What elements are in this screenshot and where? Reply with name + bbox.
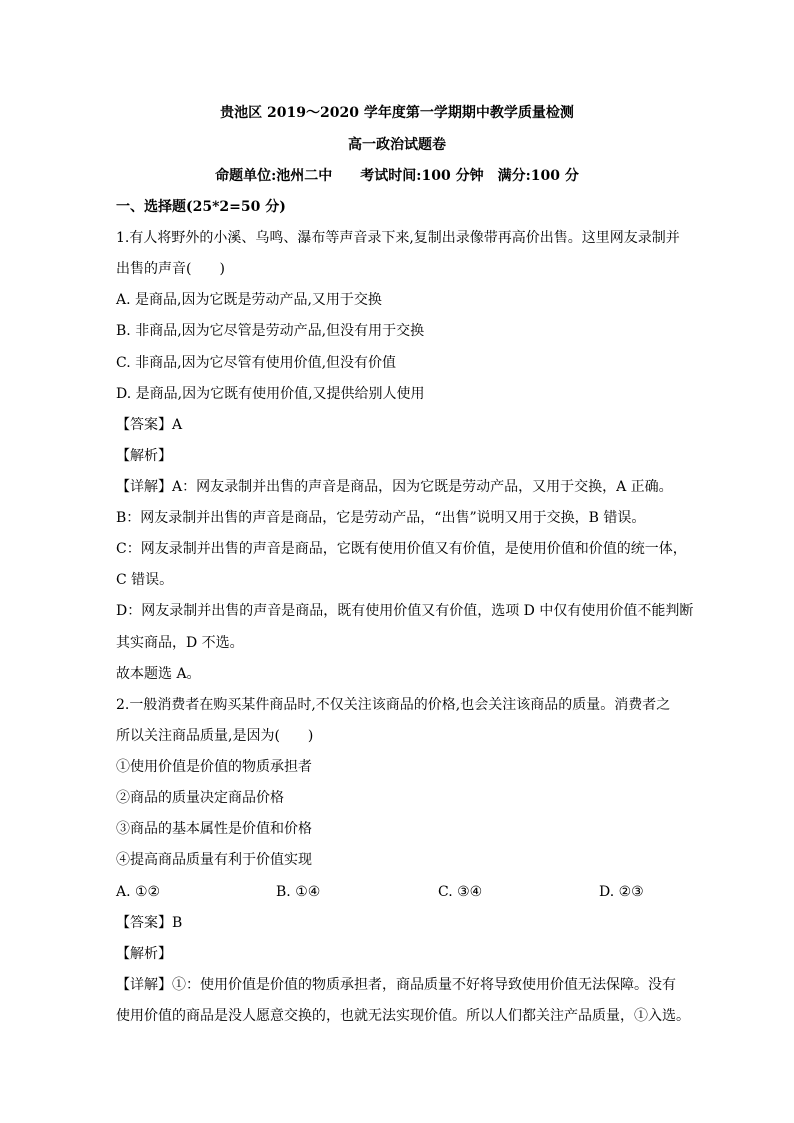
q2-stem-line1: 2.一般消费者在购买某件商品时,不仅关注该商品的价格,也会关注该商品的质量。消费者之: [116, 697, 671, 713]
q1-conclusion: 故本题选 A。: [116, 666, 201, 682]
q2-option-d: D. ②③: [599, 884, 644, 900]
q2-detail-line1: 【详解】①：使用价值是价值的物质承担者，商品质量不好将导致使用价值无法保障。没有: [116, 977, 676, 993]
q2-detail-line2: 使用价值的商品是没人愿意交换的，也就无法实现价值。所以人们都关注产品质量，①入选。: [116, 1008, 690, 1024]
q2-item-4: ④提高商品质量有利于价值实现: [116, 852, 312, 868]
q2-option-c: C. ③④: [438, 884, 483, 900]
q2-item-3: ③商品的基本属性是价值和价格: [116, 821, 312, 837]
q1-detail-d-line1: D：网友录制并出售的声音是商品，既有使用价值又有价值，选项 D 中仅有使用价值不能判断: [116, 603, 694, 619]
q2-option-b: B. ①④: [276, 884, 321, 900]
section-heading: 一、选择题(25*2=50 分): [116, 199, 286, 215]
q1-detail-d-line2: 其实商品，D 不选。: [116, 635, 244, 651]
q1-stem-line2: 出售的声音( ): [116, 261, 225, 277]
q1-stem-line1: 1.有人将野外的小溪、乌鸣、瀑布等声音录下来,复制出录像带再高价出售。这里网友录制并: [116, 230, 680, 246]
exam-info: 命题单位:池州二中 考试时间:100 分钟 满分:100 分: [215, 168, 579, 184]
q1-option-b: B. 非商品,因为它尽管是劳动产品,但没有用于交换: [116, 323, 425, 339]
q2-stem-line2: 所以关注商品质量,是因为( ): [116, 728, 314, 744]
q2-analysis-label: 【解析】: [116, 946, 172, 962]
exam-title: 贵池区 2019～2020 学年度第一学期期中教学质量检测: [220, 105, 574, 121]
q1-option-c: C. 非商品,因为它尽管有使用价值,但没有价值: [116, 355, 397, 371]
q1-detail-c-line2: C 错误。: [116, 572, 174, 588]
q1-detail-c-line1: C：网友录制并出售的声音是商品，它既有使用价值又有价值，是使用价值和价值的统一体，: [116, 541, 687, 557]
q2-item-1: ①使用价值是价值的物质承担者: [116, 759, 312, 775]
q1-option-a: A. 是商品,因为它既是劳动产品,又用于交换: [116, 292, 382, 308]
q1-detail-b: B：网友录制并出售的声音是商品，它是劳动产品，“出售”说明又用于交换，B 错误。: [116, 510, 646, 526]
q1-detail-a: 【详解】A：网友录制并出售的声音是商品，因为它既是劳动产品，又用于交换，A 正确。: [116, 479, 673, 495]
q2-option-a: A. ①②: [116, 884, 161, 900]
exam-subtitle: 高一政治试题卷: [348, 137, 446, 153]
q1-answer: 【答案】A: [116, 417, 183, 433]
q2-answer: 【答案】B: [116, 915, 183, 931]
q2-item-2: ②商品的质量决定商品价格: [116, 790, 284, 806]
q1-analysis-label: 【解析】: [116, 448, 172, 464]
q1-option-d: D. 是商品,因为它既有使用价值,又提供给别人使用: [116, 386, 425, 402]
